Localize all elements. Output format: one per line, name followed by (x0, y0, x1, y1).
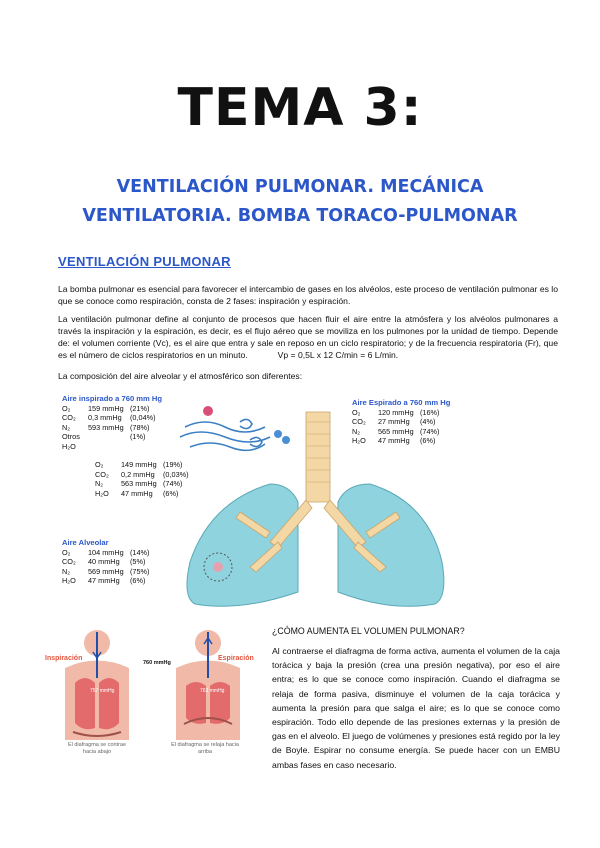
gas-row (95, 460, 189, 470)
gas-percent: (14%) (130, 547, 150, 557)
gas-row (352, 427, 450, 437)
gas-row (62, 404, 162, 414)
gas-row (62, 423, 162, 433)
gas-name: N₂ (62, 566, 71, 576)
gas-name: O₂ (62, 403, 71, 413)
gas-percent: (0,03%) (163, 469, 189, 479)
inner-pressure-label-right: 763 mmHg (200, 688, 225, 694)
gas-pressure: 104 mmHg (88, 547, 124, 557)
gas-pressure: 149 mmHg (121, 460, 157, 469)
left-lung (187, 484, 298, 606)
tracheal-air-box (95, 460, 189, 498)
subtitle-line-2: VENTILATORIA. BOMBA TORACO-PULMONAR (82, 206, 518, 226)
gas-percent: (16%) (420, 407, 440, 417)
gas-pressure: 159 mmHg (88, 403, 124, 413)
gas-name: O₂ (95, 460, 104, 469)
inspiration-label: Inspiración (45, 655, 83, 662)
gas-percent: (75%) (130, 566, 150, 576)
gas-percent: (6%) (163, 488, 179, 498)
gas-row (352, 408, 450, 418)
gas-pressure: 563 mmHg (121, 479, 157, 488)
gas-percent: (19%) (163, 460, 183, 469)
gas-row (62, 548, 149, 558)
gas-name: N₂ (352, 426, 361, 436)
subtitle-line-1: VENTILACIÓN PULMONAR. MECÁNICA (116, 177, 484, 197)
pressure-label: 760 mmHg (143, 660, 171, 666)
gas-pressure: 40 mmHg (88, 557, 120, 566)
right-lung (338, 484, 444, 606)
caption-left: El diafragma se contrae hacia abajo (67, 742, 127, 755)
gas-name: O₂ (352, 407, 361, 417)
gas-row (95, 470, 189, 480)
gas-name: O₂ (62, 547, 71, 557)
expiration-torso (176, 630, 240, 740)
gas-name: H₂O (352, 436, 366, 445)
gas-row (95, 479, 189, 489)
section-heading: VENTILACIÓN PULMONAR (58, 254, 231, 269)
gas-name: CO₂ (352, 417, 366, 426)
gas-pressure: 120 mmHg (378, 407, 414, 417)
gas-row (352, 417, 450, 427)
caption-right: El diafragma se relaja hacia arriba (171, 742, 239, 755)
gas-name: H₂O (62, 441, 76, 451)
gas-row (62, 432, 162, 442)
answer-paragraph: Al contraerse el diafragma de forma activa, aumenta el volumen de la caja torácica y baja la presión (crea una presión negativa), por eso el aire entra; es lo que se conoce como inspiración. Cuando el diafragma se relaja de forma pasiva, disminuye el volumen de la caja torácica y aumenta la presión para que salga el aire; es lo que se conoce como espiración. Todo ello depende de las presiones externas y la presión de gas en el alveolo. El juego de volúmenes y presiones está regido por la ley de Boyle. Espirar no consume energía. Se puede hacer con un EMBU ambas fases en caso necesario. (272, 646, 560, 770)
alveolar-air-title: Aire Alveolar (62, 538, 109, 547)
gas-percent: (6%) (420, 436, 436, 445)
expired-air-box (352, 398, 450, 446)
gas-percent: (78%) (130, 422, 150, 432)
gas-row (62, 557, 149, 567)
molecule-icon (203, 406, 290, 444)
gas-name: Otros (62, 432, 80, 441)
expired-air-title: Aire Espirado a 760 mm Hg (352, 398, 451, 407)
gas-row (62, 442, 162, 452)
gas-name: H₂O (95, 488, 109, 498)
breathing-figure (45, 628, 260, 758)
inspiration-torso (65, 630, 129, 740)
gas-pressure: 47 mmHg (121, 488, 153, 498)
gas-pressure: 0,2 mmHg (121, 469, 155, 479)
gas-pressure: 0,3 mmHg (88, 413, 122, 422)
gas-percent: (5%) (130, 557, 146, 566)
gas-row (95, 489, 189, 499)
gas-percent: (21%) (130, 403, 150, 413)
question-heading: ¿CÓMO AUMENTA EL VOLUMEN PULMONAR? (272, 626, 465, 636)
gas-name: H₂O (62, 576, 76, 585)
ventilation-formula: Vp = 0,5L x 12 C/min = 6 L/min. (277, 350, 399, 360)
gas-name: CO₂ (62, 557, 76, 566)
gas-name: N₂ (62, 422, 71, 432)
gas-percent: (1%) (130, 432, 146, 441)
gas-pressure: 27 mmHg (378, 417, 410, 426)
gas-name: CO₂ (62, 413, 76, 422)
gas-percent: (0,04%) (130, 413, 156, 422)
gas-percent: (4%) (420, 417, 436, 426)
paragraph-2-text: La ventilación pulmonar define al conjunto de procesos que hacen fluir el aire entre la atmósfera y los alvéolos pulmonares a través la inspiración y la espiración, es decir, es el flujo aéreo que se moviliza en los pulmones por la unidad de tiempo. Depende de: el volumen corriente (Vc), es el aire que entra y sale en reposo en un ciclo respiratorio; y de la frecuencia respiratoria (Fr), que es el número de ciclos respiratorios en un minuto. (58, 314, 558, 360)
inspired-air-title: Aire inspirado a 760 mm Hg (62, 394, 163, 403)
paragraph-2 (58, 313, 558, 361)
gas-pressure: 593 mmHg (88, 422, 124, 432)
gas-pressure: 565 mmHg (378, 426, 414, 436)
gas-pressure: 569 mmHg (88, 566, 124, 576)
gas-pressure: 47 mmHg (378, 436, 410, 445)
inner-pressure-label-left: 757 mmHg (90, 688, 115, 694)
gas-row (62, 576, 149, 586)
alveolar-air-box (62, 538, 149, 586)
expiration-label: Espiración (218, 655, 254, 662)
page-title: TEMA 3: (177, 78, 423, 138)
gas-row (352, 436, 450, 446)
gas-row (62, 567, 149, 577)
gas-row (62, 413, 162, 423)
paragraph-3: La composición del aire alveolar y el atmosférico son diferentes: (58, 371, 303, 381)
gas-name: CO₂ (95, 469, 109, 479)
gas-percent: (6%) (130, 576, 146, 585)
gas-name: N₂ (95, 479, 104, 488)
gas-pressure: 47 mmHg (88, 576, 120, 585)
inspired-air-box (62, 394, 162, 451)
air-flow-icon (180, 419, 270, 450)
paragraph-1: La bomba pulmonar es esencial para favorecer el intercambio de gases en los alvéolos, este proceso de ventilación pulmonar es lo que se conoce como respiración, consta de 2 fases: inspiración y espiración. (58, 284, 558, 306)
gas-percent: (74%) (420, 426, 440, 436)
gas-percent: (74%) (163, 479, 183, 488)
